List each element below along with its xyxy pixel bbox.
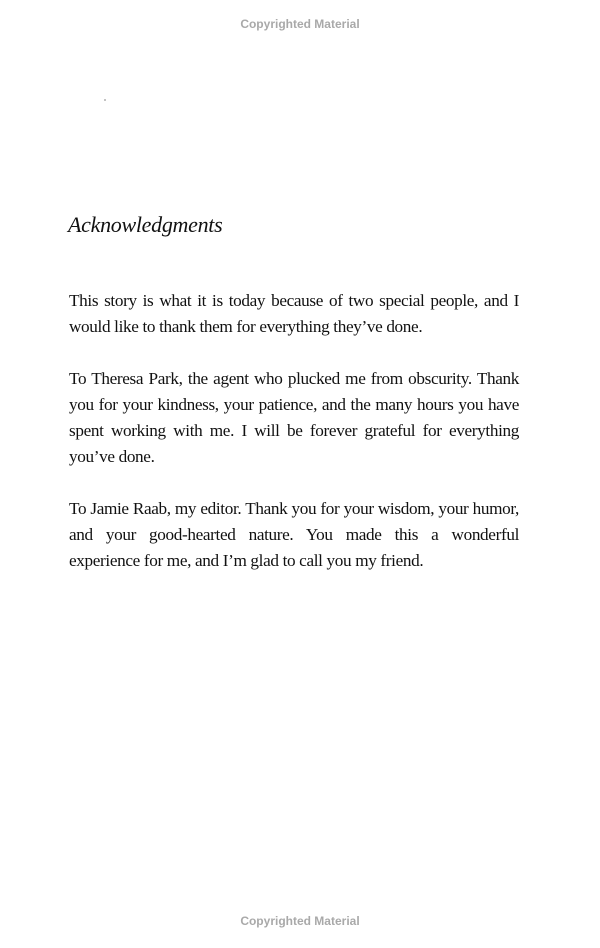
copyright-watermark-top: Copyrighted Material [240,17,360,31]
paragraph-agent: To Theresa Park, the agent who plucked me from obscurity. Thank you for your kindness, your patience, and the many hours you have spent working with me. I will be forever grateful for everything you’ve done. [69,369,519,466]
page-speck [104,99,106,101]
acknowledgments-body [69,288,519,600]
page-title: Acknowledgments [68,212,223,237]
paragraph-editor: To Jamie Raab, my editor. Thank you for your wisdom, your humor, and your good-hearted nature. You made this a wonderful experience for me, and I’m glad to call you my friend. [69,499,519,570]
paragraph-intro: This story is what it is today because of two special people, and I would like to thank them for everything they’ve done. [69,291,519,336]
copyright-watermark-bottom: Copyrighted Material [240,914,360,928]
